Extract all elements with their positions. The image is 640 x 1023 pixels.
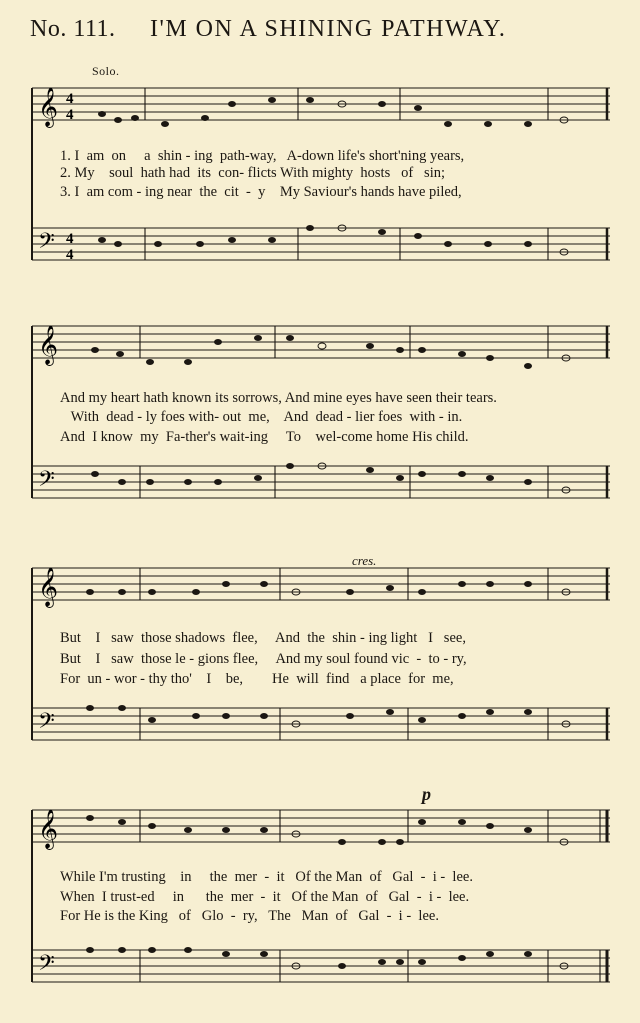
time-sig-top-bass: 4 bbox=[66, 231, 74, 247]
verse-line-3-2: But I saw those le - gions flee, And my soul found vic - to - ry, bbox=[60, 651, 467, 667]
svg-text:𝄞: 𝄞 bbox=[38, 87, 59, 127]
svg-text:𝄢: 𝄢 bbox=[38, 951, 55, 981]
hymn-title: I'M ON A SHINING PATHWAY. bbox=[150, 16, 507, 42]
verse-line-4-1: While I'm trusting in the mer - it Of the Man of Gal - i - lee. bbox=[60, 869, 473, 885]
svg-text:𝄞: 𝄞 bbox=[38, 567, 59, 607]
verse-line-3-1: But I saw those shadows flee, And the shin - ing light I see, bbox=[60, 630, 466, 646]
verse-line-1-2: 2. My soul hath had its con- flicts With mighty hosts of sin; bbox=[60, 165, 446, 181]
svg-text:𝄞: 𝄞 bbox=[38, 809, 59, 849]
verse-line-4-2: When I trust-ed in the mer - it Of the Man of Gal - i - lee. bbox=[60, 889, 470, 905]
verse-line-3-3: For un - wor - thy tho' I be, He will find a place for me, bbox=[60, 671, 454, 687]
time-sig-bottom: 4 bbox=[66, 107, 74, 123]
verse-line-2-3: And I know my Fa-ther's wait-ing To wel-come home His child. bbox=[60, 429, 469, 445]
svg-text:𝄢: 𝄢 bbox=[38, 467, 55, 497]
piano-marking: p bbox=[422, 784, 431, 804]
svg-text:𝄢: 𝄢 bbox=[38, 709, 55, 739]
svg-text:𝄢: 𝄢 bbox=[38, 229, 55, 259]
verse-line-1-1: 1. I am on a shin - ing path-way, A-down life's short'ning years, bbox=[60, 148, 465, 164]
verse-line-4-3: For He is the King of Glo - ry, The Man of Gal - i - lee. bbox=[60, 908, 439, 924]
verse-line-2-2: With dead - ly foes with- out me, And dead - lier foes with - in. bbox=[60, 409, 463, 425]
hymn-number: No. 111. bbox=[30, 16, 116, 42]
solo-marking: Solo. bbox=[92, 64, 120, 78]
time-sig-top: 4 bbox=[66, 91, 74, 107]
verse-line-2-1: And my heart hath known its sorrows, And mine eyes have seen their tears. bbox=[60, 390, 497, 406]
time-sig-bottom-bass: 4 bbox=[66, 247, 74, 263]
verse-line-1-3: 3. I am com - ing near the cit - y My Saviour's hands have piled, bbox=[60, 184, 462, 200]
svg-text:𝄞: 𝄞 bbox=[38, 325, 59, 365]
cres-marking: cres. bbox=[352, 553, 377, 568]
